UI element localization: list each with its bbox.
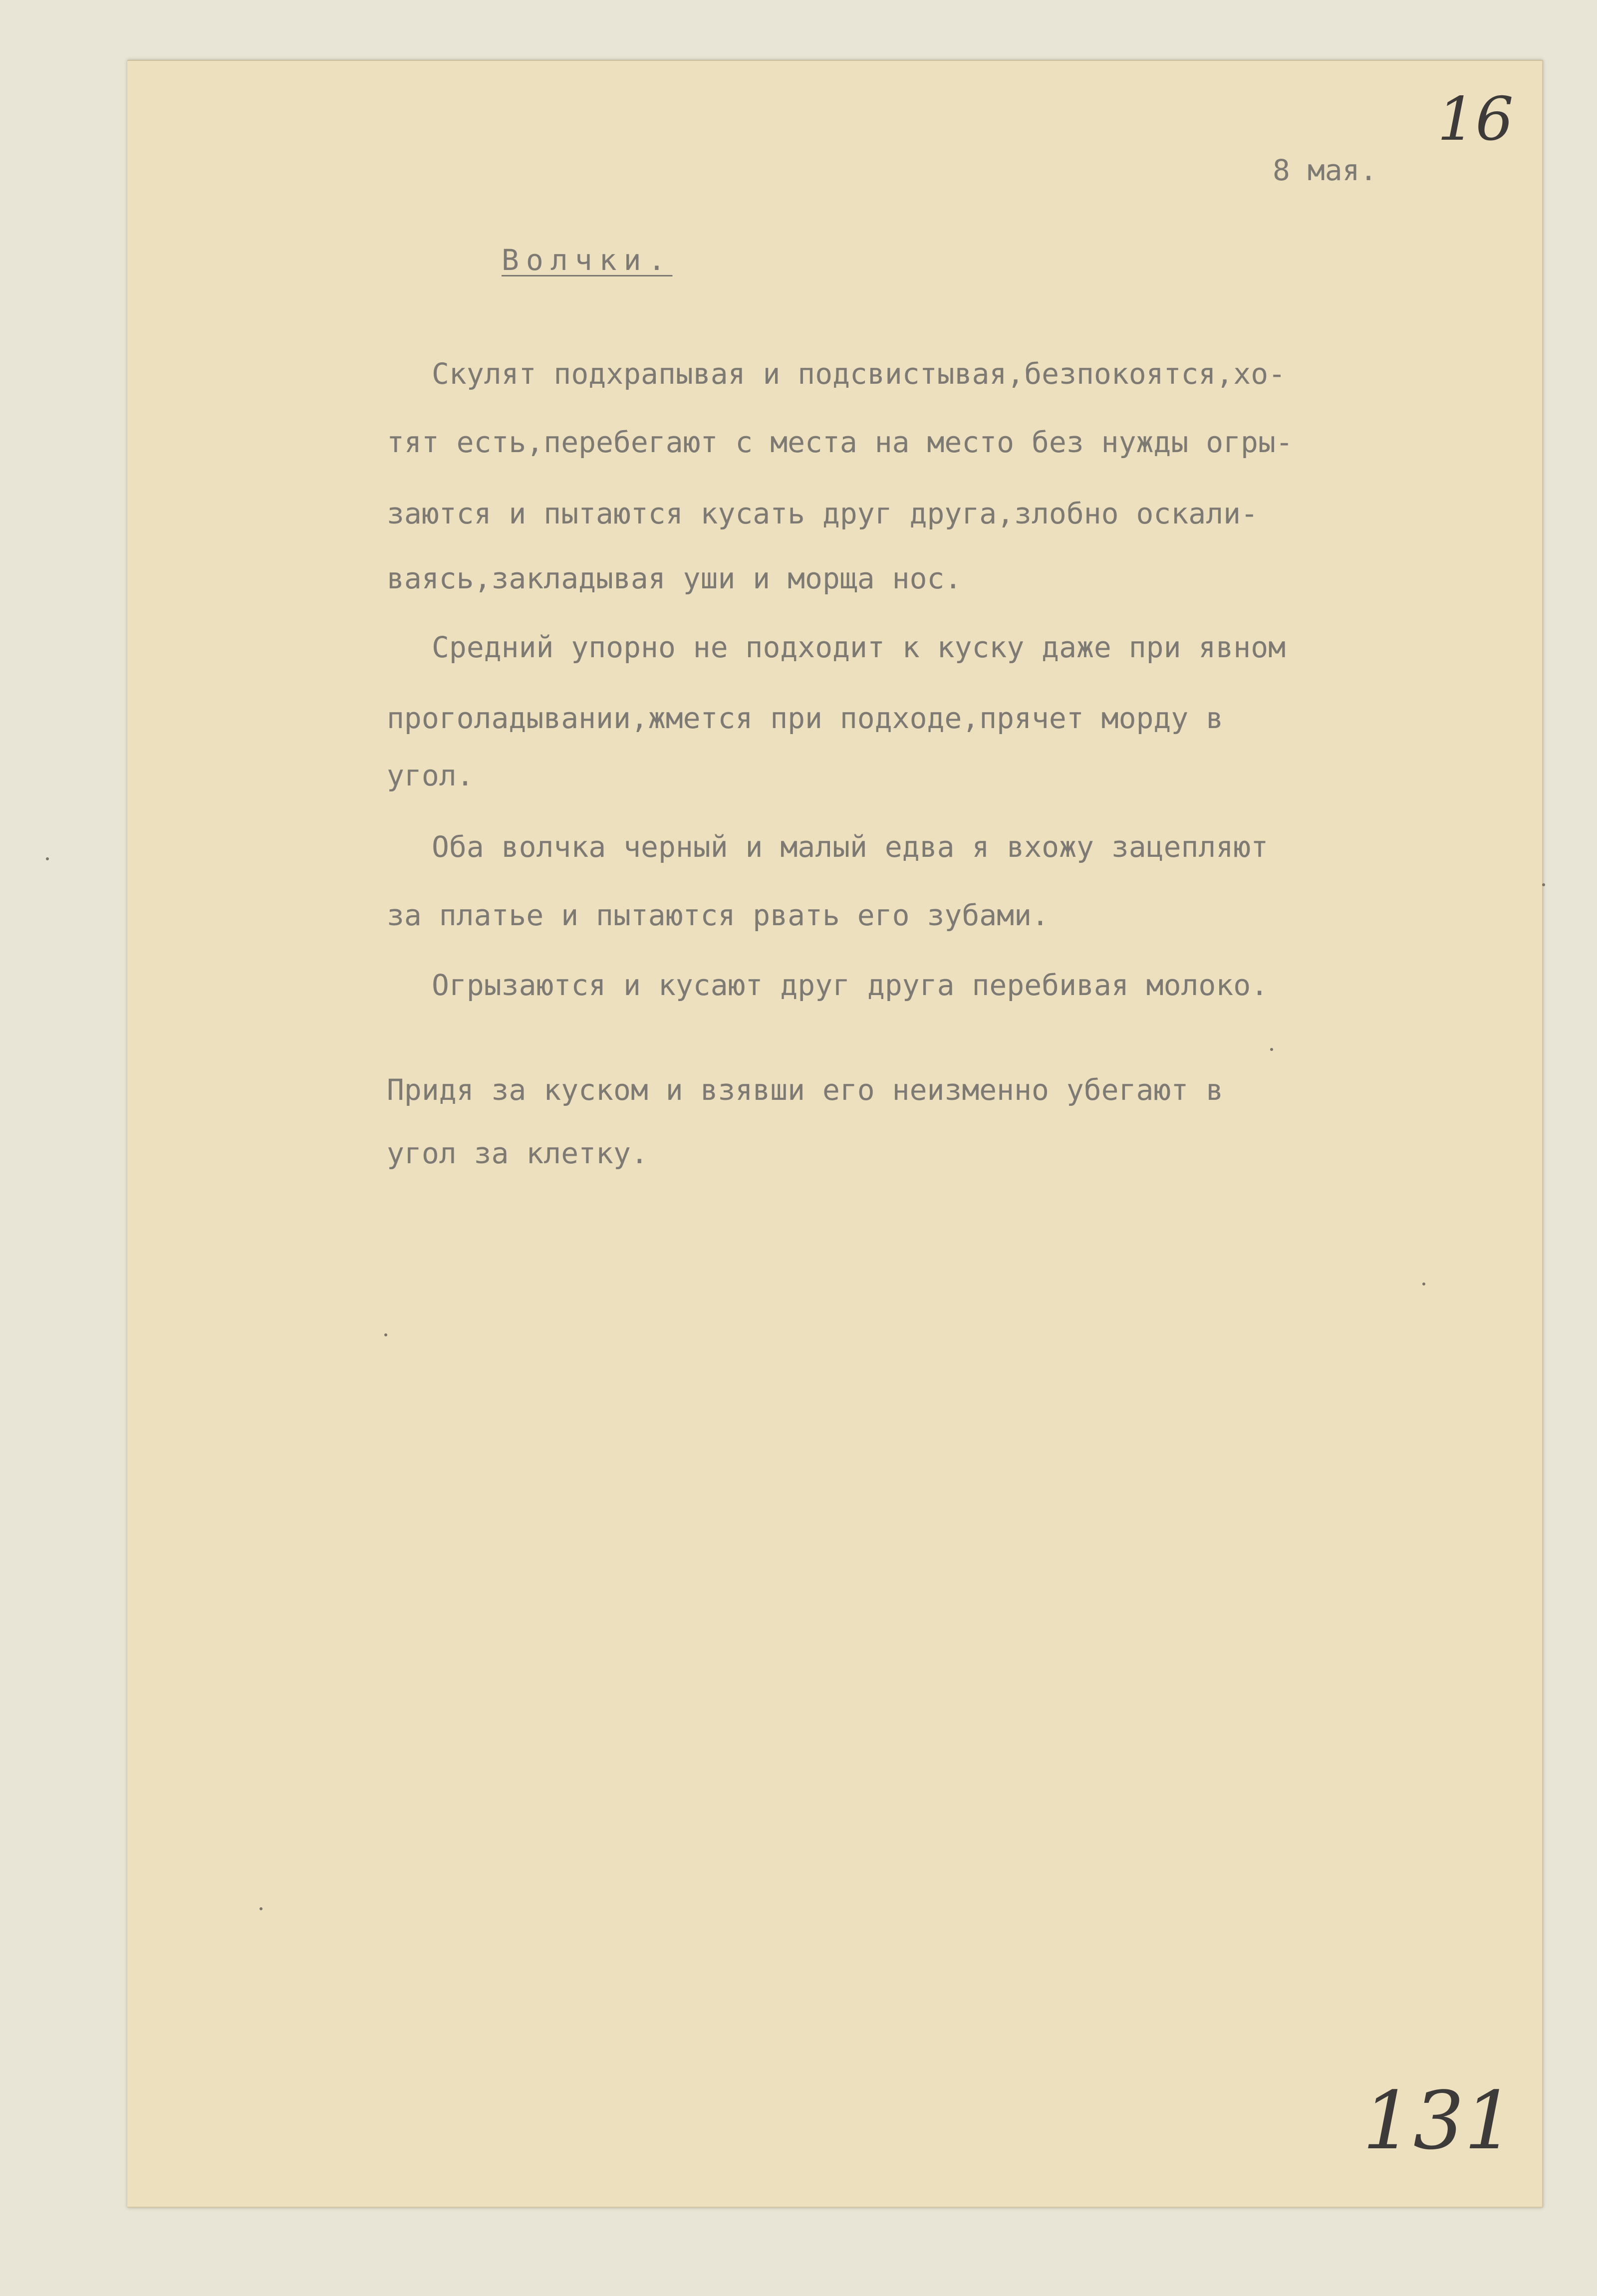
sheet-number: 131 <box>1362 2074 1515 2167</box>
paper-speck <box>384 1333 387 1336</box>
text-line-8: Оба волчка черный и малый едва я вхожу зацепляют <box>432 830 1269 864</box>
text-line-5: Средний упорно не подходит к куску даже при явном <box>432 630 1286 664</box>
text-line-9: за платье и пытаются рвать его зубами. <box>387 898 1049 932</box>
document-heading: Волчки. <box>502 243 673 277</box>
text-line-11: Придя за куском и взявши его неизменно убегают в <box>387 1073 1224 1107</box>
text-line-7: угол. <box>387 759 474 792</box>
text-line-12: угол за клетку. <box>387 1136 648 1170</box>
text-line-10: Огрызаются и кусают друг друга перебивая молоко. <box>432 968 1269 1002</box>
date-line: 8 мая. <box>1273 153 1377 187</box>
folio-number: 16 <box>1437 85 1514 154</box>
text-line-6: проголадывании,жмется при подходе,прячет морду в <box>387 701 1224 735</box>
text-line-4: ваясь,закладывая уши и морща нос. <box>387 561 962 595</box>
text-line-3: заются и пытаются кусать друг друга,злобно оскали- <box>387 497 1258 530</box>
text-line-2: тят есть,перебегают с места на место без нужды огры- <box>387 425 1293 459</box>
text-line-1: Скулят подхрапывая и подсвистывая,безпокоятся,хо- <box>432 357 1286 391</box>
paper-speck <box>1422 1282 1425 1285</box>
paper-speck <box>46 857 49 860</box>
paper-speck <box>260 1907 263 1910</box>
paper-speck <box>1270 1048 1273 1051</box>
paper-speck <box>1542 883 1545 886</box>
